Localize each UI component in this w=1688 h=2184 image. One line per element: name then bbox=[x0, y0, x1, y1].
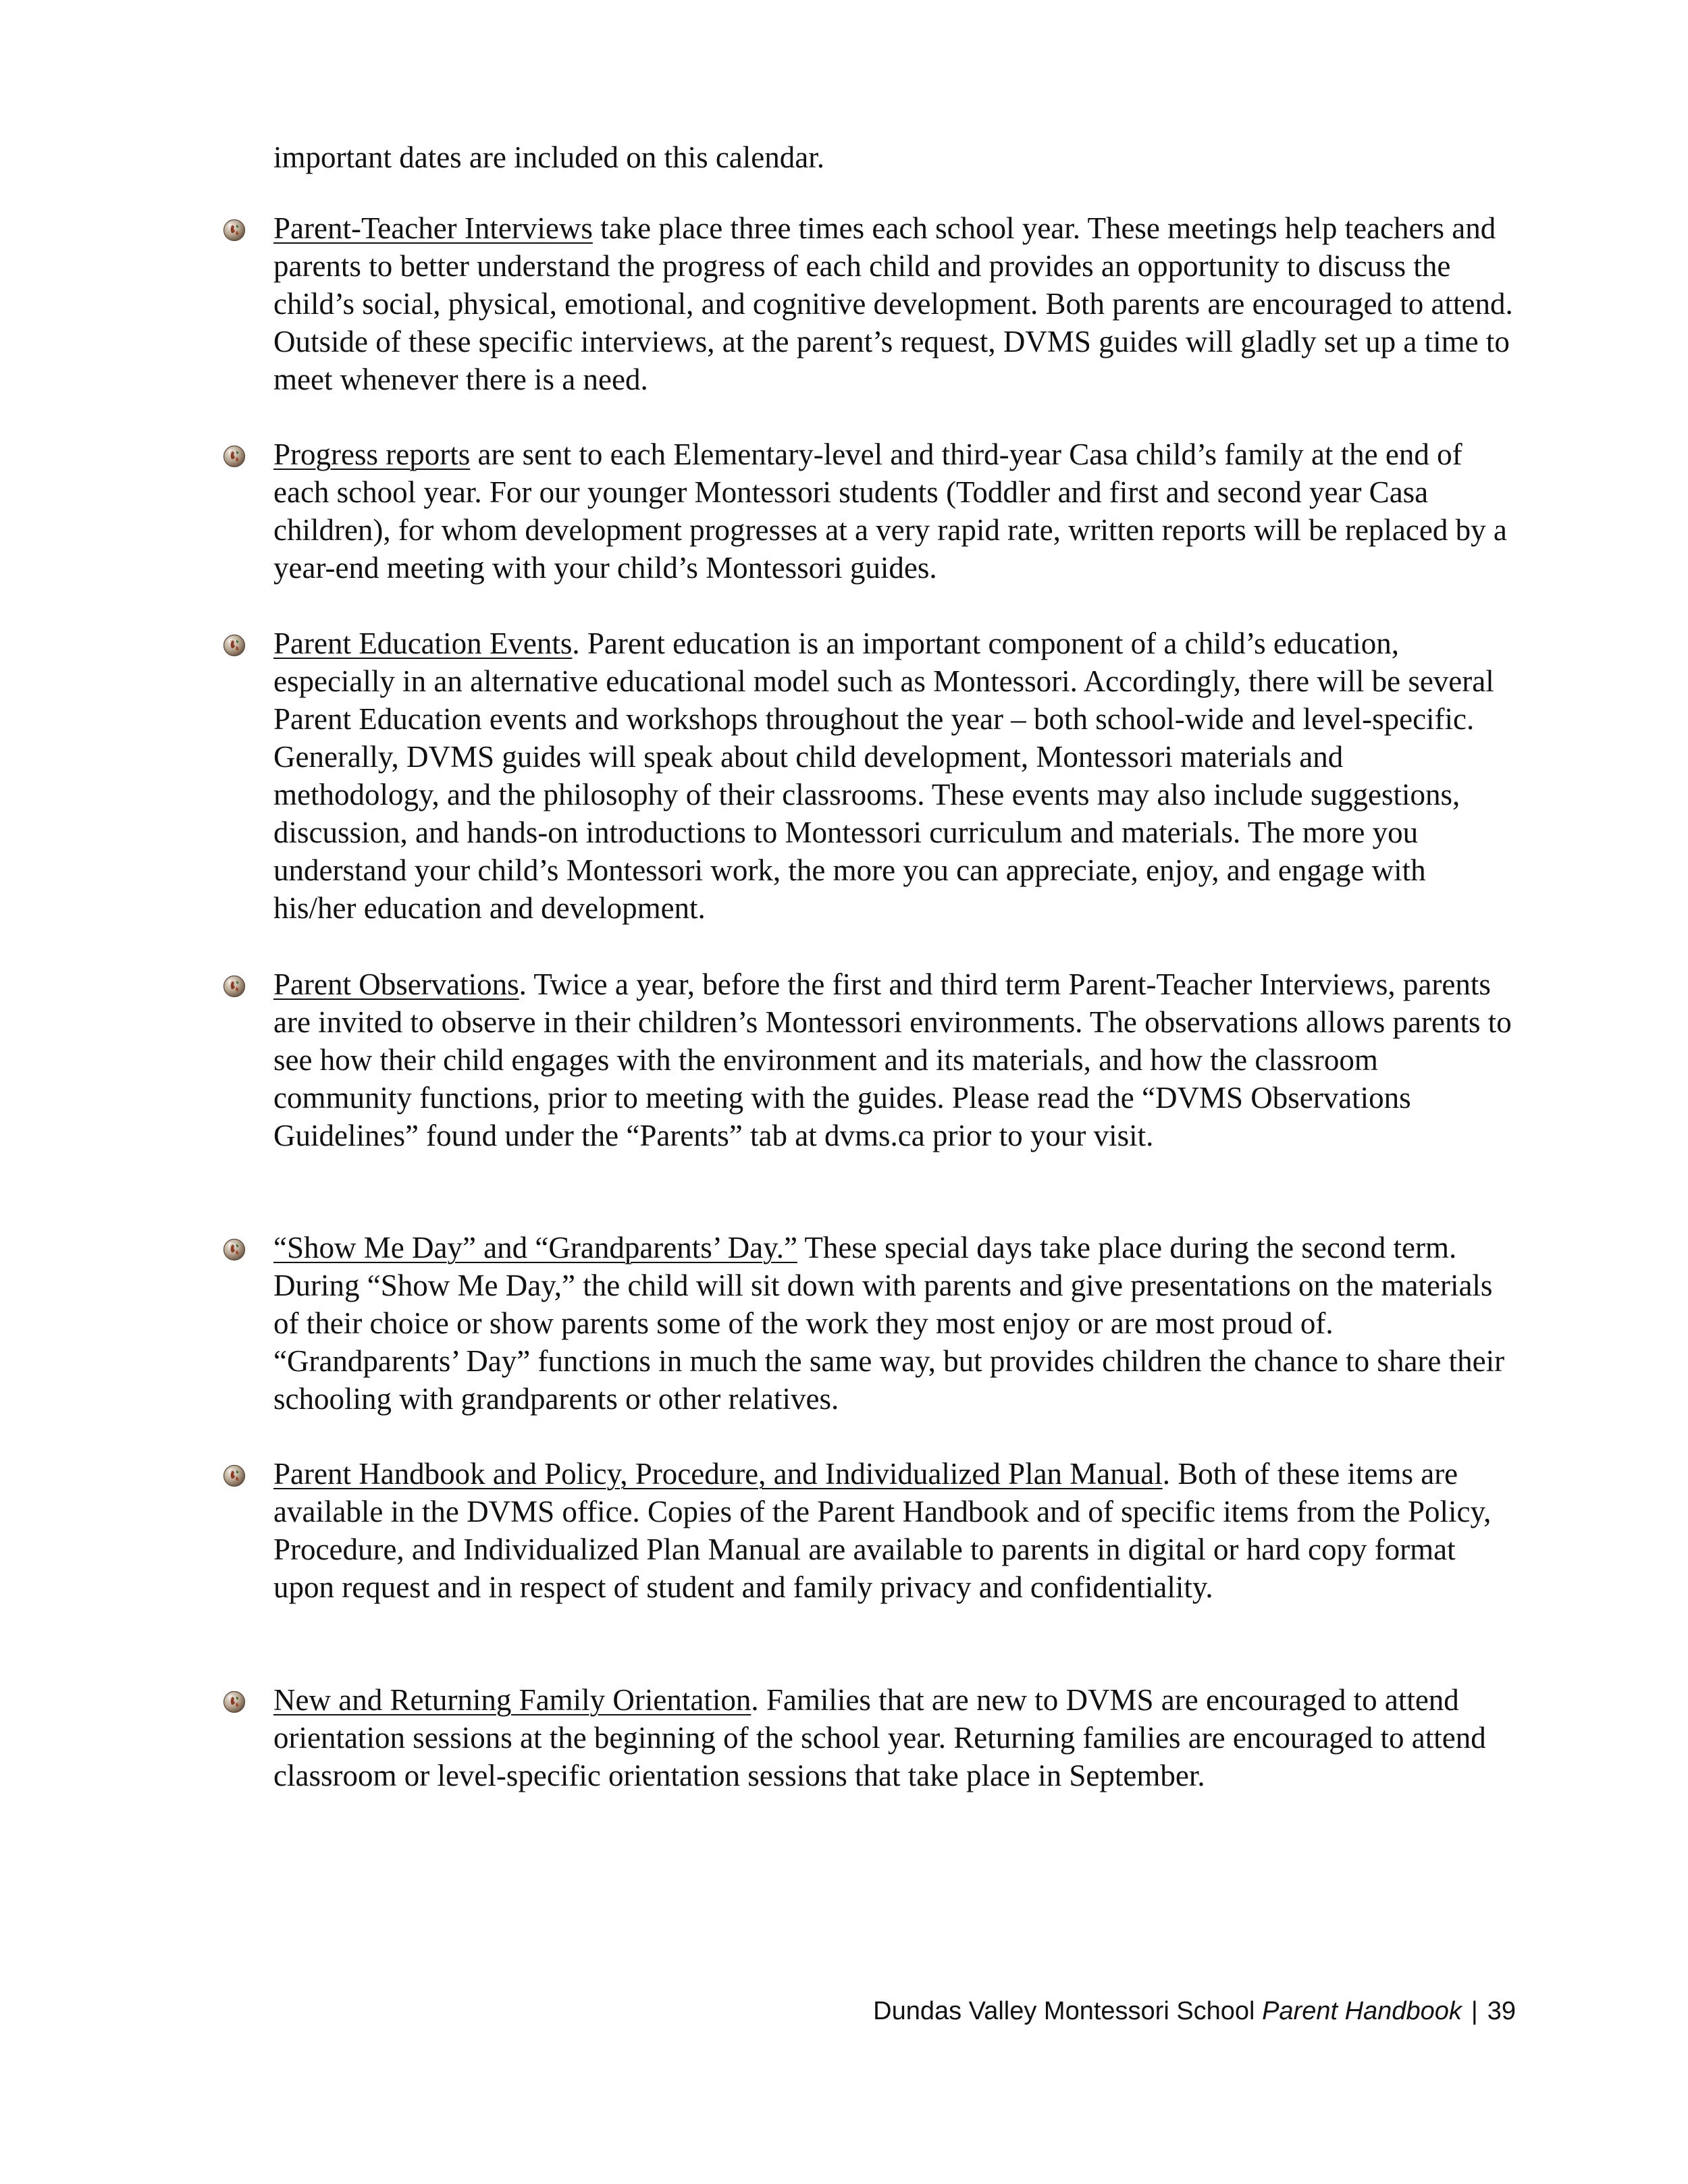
list-item-text bbox=[273, 1681, 1516, 1794]
item-title: Progress reports bbox=[273, 437, 471, 471]
item-title: Parent Handbook and Policy, Procedure, and Individualized Plan Manual bbox=[273, 1457, 1163, 1491]
footer-separator: | bbox=[1471, 1997, 1478, 2025]
item-body: take place three times each school year. These meetings help teachers and parents to better understand the progress of each child and provides an opportunity to discuss the child’s social, physical, emotional, and cognitive development. Both parents are encouraged to attend. Outside of these specific interviews, at the parent’s request, DVMS guides will gladly set up a time to meet whenever there is a need. bbox=[273, 211, 1513, 396]
item-body: . Both of these items are available in the DVMS office. Copies of the Parent Handbook and of specific items from the Policy, Procedure, and Individualized Plan Manual are available to parents in digital or hard copy format upon request and in respect of student and family privacy and confidentiality. bbox=[273, 1457, 1492, 1604]
continued-paragraph: important dates are included on this calendar. bbox=[273, 140, 824, 174]
globe-bullet-icon bbox=[223, 634, 246, 657]
globe-bullet-icon bbox=[223, 219, 246, 242]
item-title: Parent Observations bbox=[273, 967, 519, 1001]
footer-school-name: Dundas Valley Montessori School bbox=[873, 1997, 1255, 2025]
list-item-text bbox=[273, 1229, 1516, 1418]
item-body: . Twice a year, before the first and third term Parent-Teacher Interviews, parents are invited to observe in their children’s Montessori environments. The observations allows parents to see how their child engages with the environment and its materials, and how the classroom community functions, prior to meeting with the guides. Please read the “DVMS Observations Guidelines” found under the “Parents” tab at dvms.ca prior to your visit. bbox=[273, 967, 1512, 1152]
page-number: 39 bbox=[1487, 1997, 1516, 2025]
item-title: New and Returning Family Orientation bbox=[273, 1683, 751, 1717]
item-body: . Families that are new to DVMS are encouraged to attend orientation sessions at the beginning of the school year. Returning families are encouraged to attend classroom or level-specific orientation sessions that take place in September. bbox=[273, 1683, 1486, 1792]
item-title: Parent-Teacher Interviews bbox=[273, 211, 593, 245]
footer-document-title: Parent Handbook bbox=[1262, 1997, 1462, 2025]
list-item bbox=[223, 1229, 1516, 1418]
globe-bullet-icon bbox=[223, 445, 246, 468]
list-item bbox=[223, 209, 1516, 398]
list-item bbox=[223, 435, 1516, 587]
list-item-text bbox=[273, 624, 1516, 927]
globe-bullet-icon bbox=[223, 1464, 246, 1487]
list-item-text bbox=[273, 209, 1516, 398]
item-body: These special days take place during the second term. During “Show Me Day,” the child will sit down with parents and give presentations on the materials of their choice or show parents some of the work they most enjoy or are most proud of. “Grandparents’ Day” functions in much the same way, but provides children the chance to share their schooling with grandparents or other relatives. bbox=[273, 1231, 1505, 1416]
list-item bbox=[223, 965, 1516, 1154]
globe-bullet-icon bbox=[223, 1690, 246, 1713]
list-item-text bbox=[273, 435, 1516, 587]
item-title: Parent Education Events bbox=[273, 627, 573, 660]
list-item-text bbox=[273, 1455, 1516, 1606]
page-footer bbox=[783, 1995, 1516, 2027]
item-body: are sent to each Elementary-level and third-year Casa child’s family at the end of each school year. For our younger Montessori students (Toddler and first and second year Casa children), for whom development progresses at a very rapid rate, written reports will be replaced by a year-end meeting with your child’s Montessori guides. bbox=[273, 437, 1507, 585]
list-item bbox=[223, 1681, 1516, 1794]
item-title: “Show Me Day” and “Grandparents’ Day.” bbox=[273, 1231, 797, 1264]
list-item bbox=[223, 1455, 1516, 1606]
globe-bullet-icon bbox=[223, 1238, 246, 1261]
list-item bbox=[223, 624, 1516, 927]
list-item-text bbox=[273, 965, 1516, 1154]
globe-bullet-icon bbox=[223, 975, 246, 998]
item-body: . Parent education is an important component of a child’s education, especially in an alternative educational model such as Montessori. Accordingly, there will be several Parent Education events and workshops throughout the year – both school-wide and level-specific. Generally, DVMS guides will speak about child development, Montessori materials and methodology, and the philosophy of their classrooms. These events may also include suggestions, discussion, and hands-on introductions to Montessori curriculum and materials. The more you understand your child’s Montessori work, the more you can appreciate, enjoy, and engage with his/her education and development. bbox=[273, 627, 1494, 925]
